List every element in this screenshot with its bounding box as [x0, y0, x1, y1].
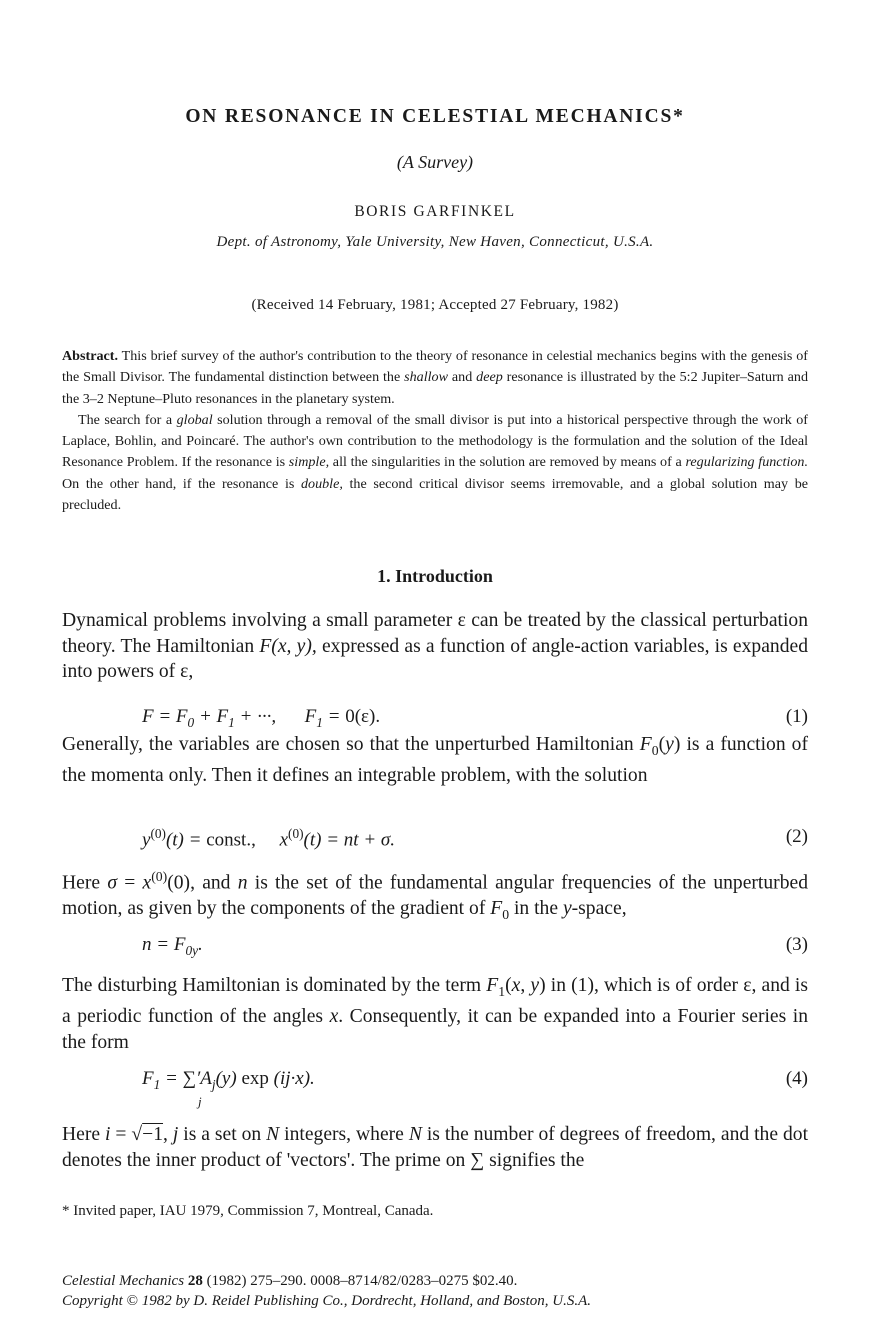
paper-title: ON RESONANCE IN CELESTIAL MECHANICS*	[185, 106, 685, 127]
body-paragraph: Here i = √−1, j is a set on N integers, where N is the number of degrees of freedom, and the dot denotes the inner product of 'vectors'. The prime on ∑ signifies the	[62, 1124, 809, 1171]
equation-4: $F_1 = \sum'A_j(y)$ exp (ij·x). j (4)	[142, 1068, 808, 1109]
body-paragraph: Here $\sigma = x^{(0)}(0)$, and n is the set of the fundamental angular frequencies of the unperturbed motion, as given by the components of the gradient of $F_0$ in the y-space,	[62, 869, 808, 922]
body-paragraph: Dynamical problems involving a small parameter ε can be treated by the classical perturbation theory. The Hamiltonian F(x, y), expressed as a function of angle-action variables, is expanded into powers of ε,	[62, 610, 809, 682]
equation-number: (4)	[785, 1068, 808, 1089]
abstract-label: Abstract.	[62, 348, 118, 364]
section-heading: 1. Introduction	[377, 566, 493, 586]
paper-subtitle: (A Survey)	[396, 152, 474, 172]
equation-2: $y^{(0)}(t)$ = const., $x^{(0)}(t)$ = nt + σ. (2)	[142, 826, 808, 851]
equation-1: $F = F_0 + F_1$ + ···, $F_1 = 0(\varepsilon)$. (1)	[142, 706, 808, 730]
body-paragraph: Generally, the variables are chosen so that the unperturbed Hamiltonian $F_0(y)$ is a function of the momenta only. Then it defines an integrable problem, with the solution	[62, 734, 809, 787]
journal-info: Celestial Mechanics 28 (1982) 275–290. 0008–8714/82/0283–0275 $02.40. Copyright © 1982 by D. Reidel Publishing Co., Dordrecht, Holland, and Boston, U.S.A.	[62, 1273, 592, 1309]
author-name: BORIS GARFINKEL	[354, 203, 516, 220]
received-dates: (Received 14 February, 1981; Accepted 27 February, 1982)	[251, 297, 619, 313]
equation-number: (1)	[785, 706, 808, 727]
footnote: * Invited paper, IAU 1979, Commission 7, Montreal, Canada.	[62, 1203, 434, 1219]
equation-3: $n = F_{0y}$. (3)	[142, 934, 808, 958]
body-paragraph: The disturbing Hamiltonian is dominated by the term $F_1(x$, y) in (1), which is of order ε, and is a periodic function of the angles x. Consequently, it can be expanded into a Fourier series in the form	[62, 975, 809, 1053]
abstract	[62, 346, 808, 516]
author-affiliation: Dept. of Astronomy, Yale University, New Haven, Connecticut, U.S.A.	[216, 234, 654, 250]
equation-number: (2)	[785, 826, 808, 847]
abstract-paragraph: The search for a global solution through a removal of the small divisor is put into a historical perspective through the work of Laplace, Bohlin, and Poincaré. The author's own contribution to the methodology is the formulation and the solution of the Ideal Resonance Problem. If the resonance is simple, all the singularities in the solution are removed by means of a regularizing function. On the other hand, if the resonance is double, the second critical divisor seems irremovable, and a global solution may be precluded.	[62, 411, 809, 514]
abstract-paragraph: Abstract. This brief survey of the author's contribution to the theory of resonance in celestial mechanics begins with the genesis of the Small Divisor. The fundamental distinction between the shallow and deep resonance is illustrated by the 5:2 Jupiter–Saturn and the 3–2 Neptune–Pluto resonances in the planetary system.	[62, 348, 808, 407]
equation-number: (3)	[785, 934, 808, 955]
